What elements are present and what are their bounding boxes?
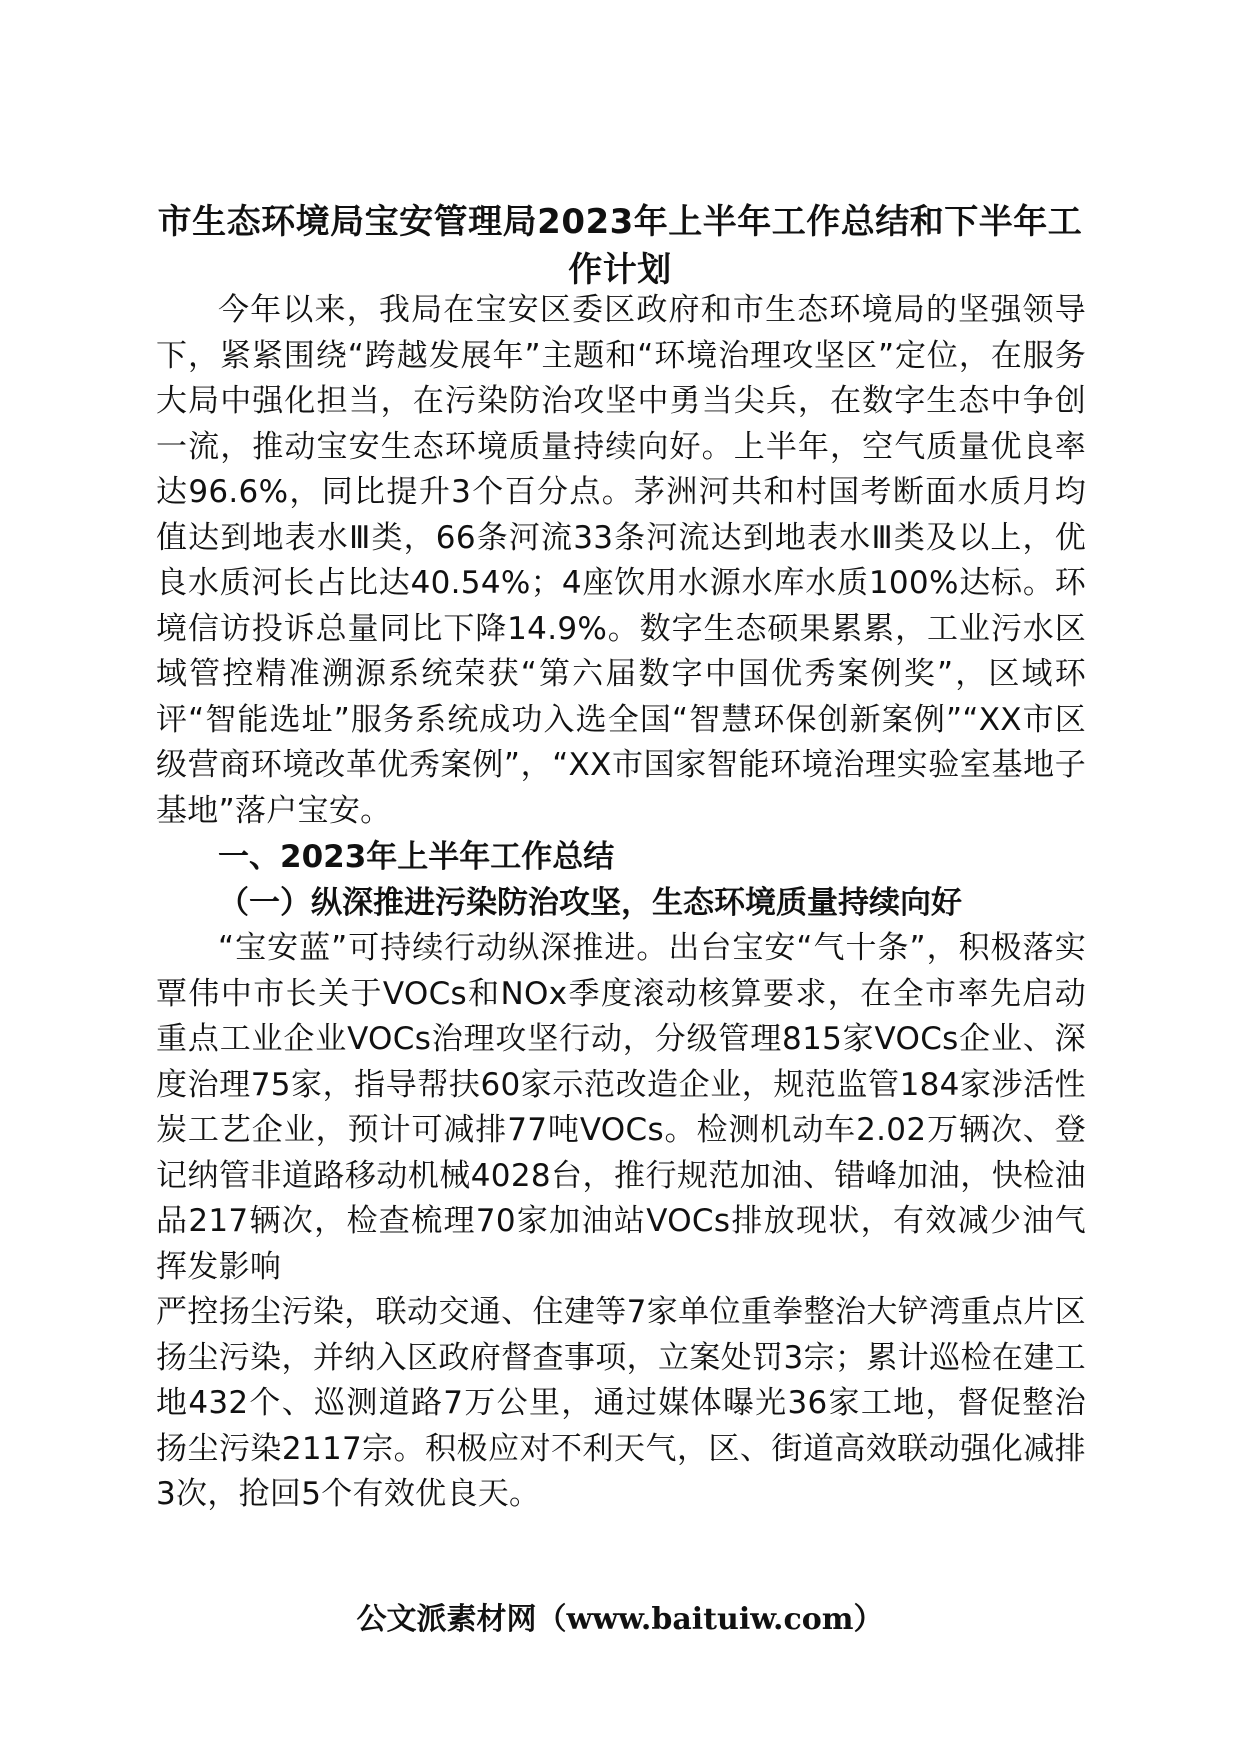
footer-watermark: 公文派素材网（www.baituiw.com）	[356, 1602, 884, 1637]
intro-paragraph: 今年以来，我局在宝安区委区政府和市生态环境局的坚强领导下，紧紧围绕“跨越发展年”主题和“环境治理攻坚区”定位，在服务大局中强化担当，在污染防治攻坚中勇当尖兵，在数字生态中争创一流，推动宝安生态环境质量持续向好。上半年，空气质量优良率达96.6%，同比提升3个百分点。茅洲河共和村国考断面水质月均值达到地表水Ⅲ类，66条河流33条河流达到地表水Ⅲ类及以上，优良水质河长占比达40.54%；4座饮用水源水库水质100%达标。环境信访投诉总量同比下降14.9%。数字生态硕果累累，工业污水区域管控精准溯源系统荣获“第六届数字中国优秀案例奖”，区域环评“智能选址”服务系统成功入选全国“智慧环保创新案例”“XX市区级营商环境改革优秀案例”，“XX市国家智能环境治理实验室基地子基地”落户宝安。	[156, 292, 1086, 829]
document-title: 市生态环境局宝安管理局2023年上半年工作总结和下半年工作计划	[157, 202, 1083, 290]
body-paragraph: 严控扬尘污染，联动交通、住建等7家单位重拳整治大铲湾重点片区扬尘污染，并纳入区政府督查事项，立案处罚3宗；累计巡检在建工地432个、巡测道路7万公里，通过媒体曝光36家工地，督促整治扬尘污染2117宗。积极应对不利天气，区、街道高效联动强化减排3次，抢回5个有效优良天。	[156, 1294, 1086, 1512]
body-paragraph: “宝安蓝”可持续行动纵深推进。出台宝安“气十条”，积极落实覃伟中市长关于VOCs和NOx季度滚动核算要求，在全市率先启动重点工业企业VOCs治理攻坚行动，分级管理815家VOCs企业、深度治理75家，指导帮扶60家示范改造企业，规范监管184家涉活性炭工艺企业，预计可减排77吨VOCs。检测机动车2.02万辆次、登记纳管非道路移动机械4028台，推行规范加油、错峰加油，快检油品217辆次，检查梳理70家加油站VOCs排放现状，有效减少油气挥发影响	[156, 930, 1086, 1285]
section-heading: 一、2023年上半年工作总结	[218, 839, 615, 875]
subsection-heading: （一）纵深推进污染防治攻坚，生态环境质量持续向好	[218, 885, 962, 921]
document-body	[156, 288, 1086, 1518]
